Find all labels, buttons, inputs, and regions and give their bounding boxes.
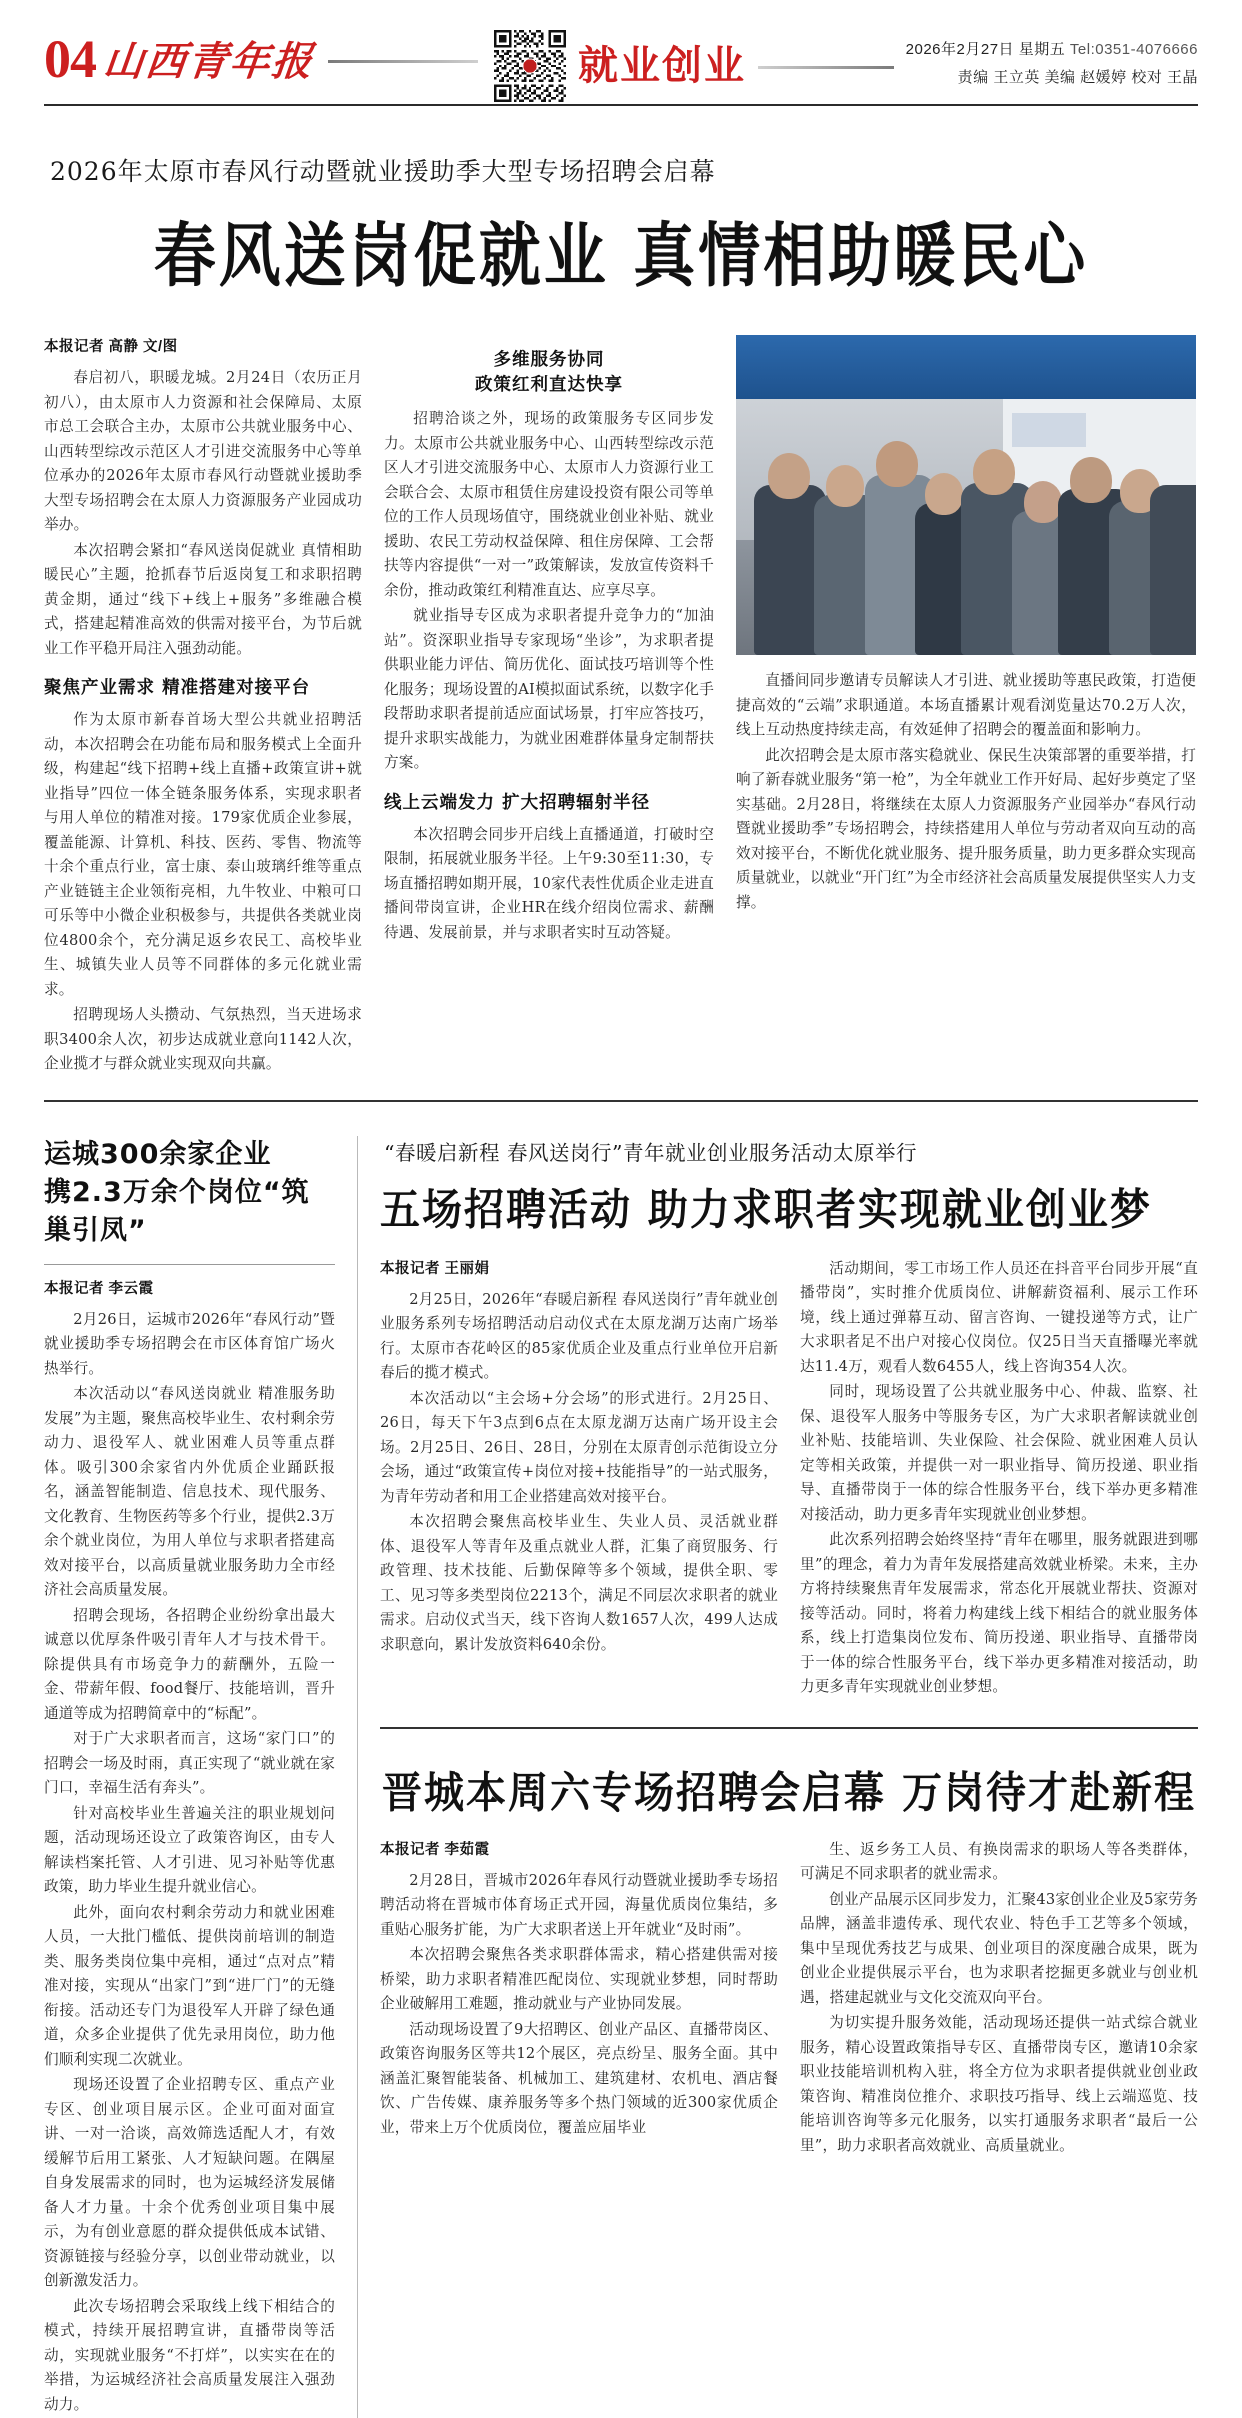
lead-column-3 xyxy=(736,335,1196,1078)
page-number: 04 xyxy=(44,32,96,86)
band2-left-paragraph: 针对高校毕业生普遍关注的职业规划问题，活动现场还设立了政策咨询区，由专人解读档案托管、人才引进、见习补贴等优惠政策，助力毕业生提升就业信心。 xyxy=(44,1802,335,1900)
photo-person-head xyxy=(826,465,864,507)
masthead-left xyxy=(44,30,314,87)
lead-paragraph: 此次招聘会是太原市落实稳就业、保民生决策部署的重要举措，打响了新春就业服务“第一枪”，为全年就业工作开好局、起好步奠定了坚实基础。2月28日，将继续在太原人力资源服务产业园举办“春风行动暨就业援助季”专场招聘会，持续搭建用人单位与劳动者双向互动的高效对接平台，不断优化就业服务、提升服务质量，助力更多群众实现高质量就业，以就业“开门红”为全市经济社会高质量发展提供坚实人力支撑。 xyxy=(736,744,1196,916)
band2-kicker: “春暖启新程 春风送岗行”青年就业创业服务活动太原举行 xyxy=(380,1136,1198,1166)
band3-paragraph: 活动现场设置了9大招聘区、创业产品区、直播带岗区、政策咨询服务区等共12个展区，亮点纷呈、服务全面。其中涵盖汇聚智能装备、机械加工、建筑建材、农机电、酒店餐饮、广告传媒、康养服务等多个热门领域的近300家优质企业，带来上万个优质岗位，覆盖应届毕业 xyxy=(380,2018,778,2141)
band2-right-paragraph: 本次招聘会聚焦高校毕业生、失业人员、灵活就业群体、退役军人等青年及重点就业人群，汇集了商贸服务、行政管理、技术技能、后勤保障等多个领域，提供全职、零工、见习等多类型岗位2213个，满足不同层次求职者的就业需求。启动仪式当天，线下咨询人数1657人次，499人达成求职意向，累计发放资料640余份。 xyxy=(380,1510,778,1657)
lead-paragraph: 招聘现场人头攒动、气氛热烈，当天进场求职3400余人次，初步达成就业意向1142人次，企业揽才与群众就业实现双向共赢。 xyxy=(44,1003,362,1077)
band3 xyxy=(380,1759,1198,2160)
lead-subhead-2-line1: 多维服务协同 xyxy=(384,348,714,373)
band2-right-paragraph: 活动期间，零工市场工作人员还在抖音平台同步开展“直播带岗”，实时推介优质岗位、讲解薪资福利、展示工作环境，线上通过弹幕互动、留言咨询、一键投递等方式，让广大求职者足不出户对接心仪岗位。仅25日当天直播曝光率就达11.4万，观看人数6455人，线上咨询354人次。 xyxy=(800,1257,1198,1380)
lead-paragraph: 本次招聘会同步开启线上直播通道，打破时空限制，拓展就业服务半径。上午9:30至11:30，专场直播招聘如期开展，10家代表性优质企业走进直播间带岗宣讲，企业HR在线介绍岗位需求、薪酬待遇、发展前景，并与求职者实时互动答疑。 xyxy=(384,823,714,946)
photo-venue-banner xyxy=(736,335,1196,399)
lead-subhead-3: 线上云端发力 扩大招聘辐射半径 xyxy=(384,789,714,814)
lead-paragraph: 作为太原市新春首场大型公共就业招聘活动，本次招聘会在功能布局和服务模式上全面升级，构建起“线下招聘+线上直播+政策宣讲+就业指导”四位一体全链条服务体系，实现求职者与用人单位的精准对接。179家优质企业参展，覆盖能源、计算机、科技、医药、零售、物流等十余个重点行业，富士康、泰山玻璃纤维等重点产业链链主企业领衔亮相，九牛牧业、中粮可口可乐等中小微企业积极参与，共提供各类就业岗位4800余个，充分满足返乡农民工、高校毕业生、城镇失业人员等不同群体的多元化就业需求。 xyxy=(44,708,362,1002)
masthead-rule-right xyxy=(758,66,894,69)
band3-column-2 xyxy=(800,1838,1198,2160)
band2-left-rule xyxy=(44,1264,335,1265)
photo-person-head xyxy=(925,473,963,515)
lead-paragraph: 直播间同步邀请专员解读人才引进、就业援助等惠民政策，打造便捷高效的“云端”求职通道。本场直播累计观看浏览量达70.2万人次，线上互动热度持续走高，有效延伸了招聘会的覆盖面和影响力。 xyxy=(736,669,1196,743)
band2-right-byline: 本报记者 王丽娟 xyxy=(380,1257,778,1278)
band2-headline: 五场招聘活动 助力求职者实现就业创业梦 xyxy=(380,1176,1198,1238)
band2-top-rule xyxy=(44,1100,1198,1102)
photo-person-head xyxy=(1024,481,1062,523)
masthead-rule-left xyxy=(328,60,478,63)
band2-right-column-2 xyxy=(800,1257,1198,1701)
lead-subhead-2-line2: 政策红利直达快享 xyxy=(384,373,714,398)
lead-body xyxy=(44,335,1198,1078)
band3-paragraph: 本次招聘会聚焦各类求职群体需求，精心搭建供需对接桥梁，助力求职者精准匹配岗位、实现就业梦想，同时帮助企业破解用工难题，推动就业与产业协同发展。 xyxy=(380,1943,778,2017)
band3-paragraph: 生、返乡务工人员、有换岗需求的职场人等各类群体，可满足不同求职者的就业需求。 xyxy=(800,1838,1198,1887)
band2-right-paragraph: 2月25日，2026年“春暖启新程 春风送岗行”青年就业创业服务系列专场招聘活动启动仪式在太原龙湖万达南广场举行。太原市杏花岭区的85家优质企业及重点行业单位开启新春后的揽才模式。 xyxy=(380,1288,778,1386)
band2-right-paragraph: 同时，现场设置了公共就业服务中心、仲裁、监察、社保、退役军人服务中等服务专区，为广大求职者解读就业创业补贴、技能培训、失业保险、社会保险、就业困难人员认定等相关政策，并提供一对一职业指导、简历投递、职业指导、直播带岗于一体的综合性服务平台，线下举办更多精准对接活动，助力更多青年实现就业创业梦想。 xyxy=(800,1380,1198,1527)
photo-booth-sign xyxy=(1012,413,1086,447)
telephone: Tel:0351-4076666 xyxy=(1070,41,1198,58)
band2-left-paragraph: 此外，面向农村剩余劳动力和就业困难人员，一大批门槛低、提供岗前培训的制造类、服务类岗位集中亮相，通过“点对点”精准对接，实现从“出家门”到“进厂门”的无缝衔接。活动还专门为退役军人开辟了绿色通道，众多企业提供了优先录用岗位，助力他们顺利实现二次就业。 xyxy=(44,1901,335,2073)
editorial-credits: 责编 王立英 美编 赵媛婷 校对 王晶 xyxy=(906,66,1198,87)
lead-paragraph: 春启初八，职暖龙城。2月24日（农历正月初八），由太原市人力资源和社会保障局、太原市总工会联合主办，太原市公共就业服务中心、山西转型综改示范区人才引进交流服务中心等单位承办的2026年太原市春风行动暨就业援助季大型专场招聘会在太原人力资源服务产业园成功举办。 xyxy=(44,366,362,538)
publication-date-row xyxy=(906,38,1198,59)
lead-paragraph: 本次招聘会紧扣“春风送岗促就业 真情相助暖民心”主题，抢抓春节后返岗复工和求职招聘黄金期，通过“线下+线上+服务”多维融合模式，搭建起精准高效的供需对接平台，为节后就业工作平稳开局注入强劲动能。 xyxy=(44,539,362,662)
publication-date: 2026年2月27日 星期五 xyxy=(906,41,1066,58)
band3-paragraph: 为切实提升服务效能，活动现场还提供一站式综合就业服务，精心设置政策指导专区、直播带岗专区，邀请10余家职业技能培训机构入驻，将全方位为求职者提供就业创业政策咨询、精准岗位推介、求职技巧指导、线上云端巡览、技能培训咨询等多元化服务，以实打通服务求职者“最后一公里”，助力求职者高效就业、高质量就业。 xyxy=(800,2011,1198,2158)
qr-code-icon[interactable] xyxy=(494,30,566,102)
band3-headline: 晋城本周六专场招聘会启幕 万岗待才赴新程 xyxy=(380,1759,1198,1821)
lead-paragraph: 就业指导专区成为求职者提升竞争力的“加油站”。资深职业指导专家现场“坐诊”，为求职者提供职业能力评估、简历优化、面试技巧培训等个性化服务；现场设置的AI模拟面试系统，以数字化手段帮助求职者提前适应面试场景，打牢应答技巧，提升求职实战能力，为就业困难群体量身定制帮扶方案。 xyxy=(384,604,714,776)
band2-right-columns xyxy=(380,1257,1198,1701)
band3-byline: 本报记者 李茹霞 xyxy=(380,1838,778,1859)
masthead-center xyxy=(494,30,746,102)
lead-column-2 xyxy=(384,335,714,1078)
lead-kicker: 2026年太原市春风行动暨就业援助季大型专场招聘会启幕 xyxy=(44,152,1198,188)
band3-column-1 xyxy=(380,1838,778,2160)
lead-byline: 本报记者 高静 文/图 xyxy=(44,335,362,356)
band2-left-story xyxy=(44,1136,335,2418)
masthead xyxy=(44,0,1198,126)
band2-right-paragraph: 本次活动以“主会场+分会场”的形式进行。2月25日、26日，每天下午3点到6点在太原龙湖万达南广场开设主会场。2月25日、26日、28日，分别在太原青创示范街设立分会场，通过“政策宣传+岗位对接+技能指导”的一站式服务，为青年劳动者和用工企业搭建高效对接平台。 xyxy=(380,1387,778,1510)
band2-left-paragraph: 2月26日，运城市2026年“春风行动”暨就业援助季专场招聘会在市区体育馆广场火热举行。 xyxy=(44,1308,335,1382)
lead-column-1 xyxy=(44,335,362,1078)
section-title: 就业创业 xyxy=(578,30,746,102)
lead-paragraph: 招聘洽谈之外，现场的政策服务专区同步发力。太原市公共就业服务中心、山西转型综改示范区人才引进交流服务中心、太原市人力资源行业工会联合会、太原市租赁住房建设投资有限公司等单位的工作人员现场值守，围绕就业创业补贴、就业援助、农民工劳动权益保障、租住房保障、工会帮扶等内容提供“一对一”政策解读，发放宣传资料千余份，推动政策红利精准直达、应享尽享。 xyxy=(384,407,714,603)
band2-left-headline-line1: 运城300余家企业 xyxy=(44,1136,335,1174)
band2-right-paragraph: 此次系列招聘会始终坚持“青年在哪里，服务就跟进到哪里”的理念，着力为青年发展搭建高效就业桥梁。未来，主办方将持续聚焦青年发展需求，常态化开展就业帮扶、资源对接等活动。同时，将着力构建线上线下相结合的就业服务体系，线上打造集岗位发布、简历投递、职业指导、直播带岗于一体的综合性服务平台，线下举办更多精准对接活动，助力更多青年实现就业创业梦想。 xyxy=(800,1528,1198,1700)
band2-left-headline xyxy=(44,1136,335,1250)
masthead-underline xyxy=(44,104,1198,106)
band2-vertical-divider xyxy=(357,1136,358,2418)
band2-left-paragraph: 此次专场招聘会采取线上线下相结合的模式，持续开展招聘宣讲，直播带岗等活动，实现就业服务“不打烊”，以实实在在的举措，为运城经济社会高质量发展注入强劲动力。 xyxy=(44,2295,335,2418)
band2-right-story xyxy=(380,1136,1198,2418)
photo-person-head xyxy=(876,441,918,487)
lead-story xyxy=(44,126,1198,1078)
band3-paragraph: 创业产品展示区同步发力，汇聚43家创业企业及5家劳务品牌，涵盖非遗传承、现代农业、特色手工艺等多个领域，集中呈现优秀技艺与成果、创业项目的深度融合成果，既为创业企业提供展示平台，也为求职者挖掘更多就业与创业机遇，搭建起就业与文化交流双向平台。 xyxy=(800,1888,1198,2011)
band2-left-byline: 本报记者 李云霞 xyxy=(44,1277,335,1298)
photo-person-head xyxy=(1070,457,1112,503)
band2-left-paragraph: 对于广大求职者而言，这场“家门口”的招聘会一场及时雨，真正实现了“就业就在家门口，幸福生活有奔头”。 xyxy=(44,1727,335,1801)
photo-person-head xyxy=(768,453,810,499)
lead-photo xyxy=(736,335,1196,655)
band3-columns xyxy=(380,1838,1198,2160)
lead-subhead-1: 聚焦产业需求 精准搭建对接平台 xyxy=(44,674,362,699)
band2-left-headline-line2: 携2.3万余个岗位“筑巢引凤” xyxy=(44,1174,335,1250)
band2 xyxy=(44,1136,1198,2418)
photo-person-head xyxy=(973,449,1015,495)
band2-left-paragraph: 现场还设置了企业招聘专区、重点产业专区、创业项目展示区。企业可面对面宣讲、一对一洽谈，高效筛选适配人才，有效缓解节后用工紧张、人才短缺问题。在隅屋自身发展需求的同时，也为运城经济发展储备人才力量。十余个优秀创业项目集中展示，为有创业意愿的群众提供低成本试错、资源链接与经验分享，以创业带动就业，以创新激发活力。 xyxy=(44,2073,335,2294)
lead-headline: 春风送岗促就业 真情相助暖民心 xyxy=(44,200,1198,300)
lead-photo-wrap xyxy=(736,335,1196,655)
band2-right-column-1 xyxy=(380,1257,778,1701)
photo-person xyxy=(1150,485,1196,655)
masthead-meta xyxy=(906,30,1198,87)
band2-left-paragraph: 本次活动以“春风送岗就业 精准服务助发展”为主题，聚焦高校毕业生、农村剩余劳动力、退役军人、就业困难人员等重点群体。吸引300余家省内外优质企业踊跃报名，涵盖智能制造、信息技术、现代服务、文化教育、生物医药等多个行业，提供2.3万余个就业岗位，为用人单位与求职者搭建高效对接平台，以高质量就业服务助力全市经济社会高质量发展。 xyxy=(44,1382,335,1603)
band3-top-rule xyxy=(380,1727,1198,1729)
band3-paragraph: 2月28日，晋城市2026年春风行动暨就业援助季专场招聘活动将在晋城市体育场正式开园，海量优质岗位集结，多重贴心服务扩能，为广大求职者送上开年就业“及时雨”。 xyxy=(380,1869,778,1943)
lead-subhead-2 xyxy=(384,348,714,398)
band2-left-paragraph: 招聘会现场，各招聘企业纷纷拿出最大诚意以优厚条件吸引青年人才与技术骨干。除提供具有市场竞争力的薪酬外，五险一金、带薪年假、food餐厅、技能培训，晋升通道等成为招聘简章中的“标配”。 xyxy=(44,1604,335,1727)
paper-name-logo: 山西青年报 xyxy=(101,30,317,87)
